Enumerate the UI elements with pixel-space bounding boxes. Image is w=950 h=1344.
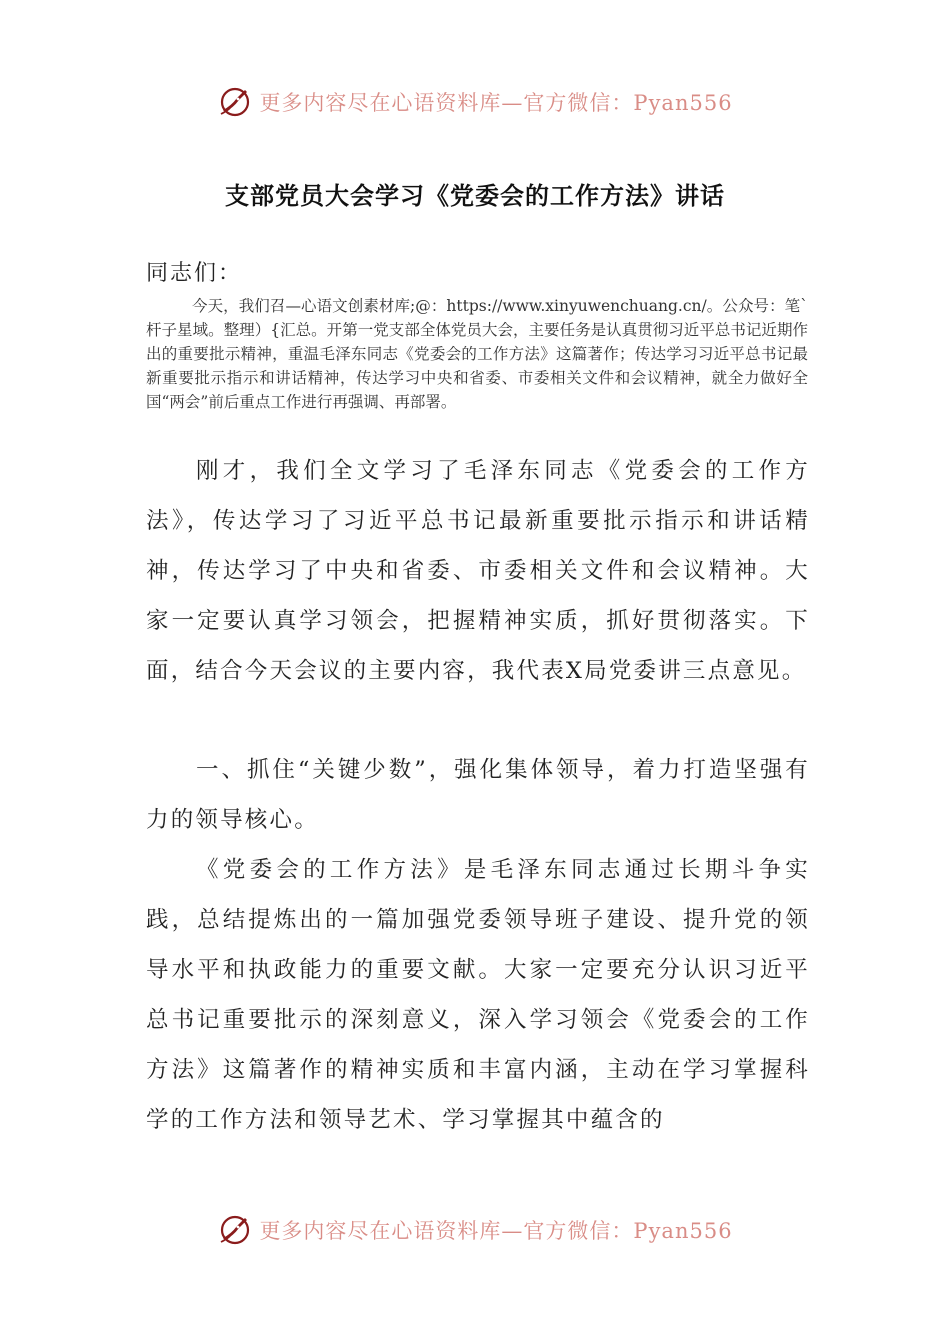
footer-watermark-banner (0, 1208, 950, 1252)
document-title: 支部党员大会学习《党委会的工作方法》讲话 (225, 182, 725, 210)
greeting: 同志们： (146, 261, 243, 286)
intro-paragraph: 今天，我们召—心语文创素材库;@：https://www.xinyuwenchuang.cn/。公众号：笔`杆子星域。整理）{汇总。开第一党支部全体党员大会，主要任务是认真贯彻习近平总书记近期作出的重要批示精神，重温毛泽东同志《党委会的工作方法》这篇著作；传达学习习近平总书记最新重要批示指示和讲话精神，传达学习中央和省委、市委相关文件和会议精神，就全力做好全国“两会”前后重点工作进行再强调、再部署。 (146, 297, 808, 411)
header-watermark-text: 更多内容尽在心语资料库—官方微信：Pyan556 (259, 91, 733, 115)
pen-circle-logo-icon (217, 84, 253, 120)
body-paragraph-1: 刚才，我们全文学习了毛泽东同志《党委会的工作方法》，传达学习了习近平总书记最新重要批示指示和讲话精神，传达学习了中央和省委、市委相关文件和会议精神。大家一定要认真学习领会，把握精神实质，抓好贯彻落实。下面，结合今天会议的主要内容，我代表X局党委讲三点意见。 (146, 458, 810, 684)
header-watermark-banner (0, 80, 950, 124)
section-heading-1: 一、抓住“关键少数”，强化集体领导，着力打造坚强有力的领导核心。 (146, 757, 810, 833)
footer-watermark-text: 更多内容尽在心语资料库—官方微信：Pyan556 (259, 1219, 733, 1243)
pen-circle-logo-icon (217, 1212, 253, 1248)
body-paragraph-2: 《党委会的工作方法》是毛泽东同志通过长期斗争实践，总结提炼出的一篇加强党委领导班子建设、提升党的领导水平和执政能力的重要文献。大家一定要充分认识习近平总书记重要批示的深刻意义，深入学习领会《党委会的工作方法》这篇著作的精神实质和丰富内涵，主动在学习掌握科学的工作方法和领导艺术、学习掌握其中蕴含的 (146, 857, 810, 1133)
